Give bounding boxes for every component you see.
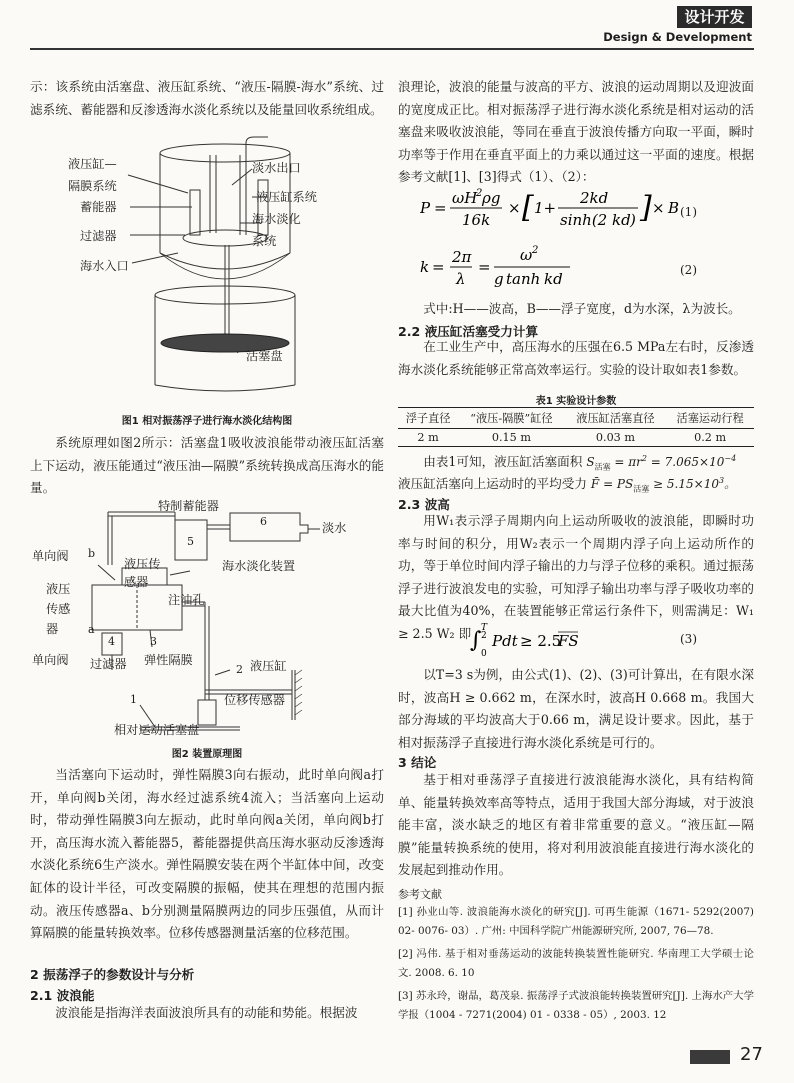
equation-2-number: (2)	[680, 263, 697, 277]
svg-text:≥ 2.5: ≥ 2.5	[520, 632, 562, 650]
svg-text:ρg: ρg	[482, 189, 501, 207]
svg-text:kd: kd	[612, 211, 631, 229]
svg-text:FS: FS	[558, 632, 579, 650]
conclusion-paragraph: 基于相对垂荡浮子直接进行波浪能海水淡化，具有结构简单、能量转换效率高等特点，适用于我国大部分海域，对于波浪能丰富，淡水缺乏的地区有着非常重要的意义。“液压缸—隔膜”能量转换系统的使用，将对利用波浪能直接进行海水淡化的发展起到推动作用。	[398, 772, 754, 878]
fig1-label-system: 系统	[252, 234, 277, 248]
svg-text:]: ]	[640, 190, 652, 225]
fig2-label-hyd-sensor-b: 感器	[124, 575, 149, 589]
fig2-label-check-valve-b: 单向阀	[32, 549, 69, 563]
fig2-label-freshwater: 淡水	[322, 521, 347, 535]
svg-text:ωH: ωH	[452, 189, 478, 207]
fig2-label-hyd-sensor2-a: 液压	[46, 582, 71, 596]
table-cell: 0.2 m	[694, 431, 727, 444]
table-1-header-row	[398, 408, 754, 429]
table-1-header-cell: 浮子直径	[405, 412, 451, 425]
svg-text:kd: kd	[544, 270, 563, 288]
equation-2	[420, 242, 640, 292]
svg-text:B: B	[668, 199, 680, 217]
fig2-label-cylinder: 液压缸	[250, 659, 287, 673]
svg-text:=: =	[432, 258, 445, 276]
fig2-label-hyd-sensor2-b: 传感	[46, 602, 71, 616]
fig2-label-a: a	[88, 623, 95, 636]
figure-2	[30, 495, 384, 740]
svg-text:sinh(2: sinh(2	[560, 211, 608, 229]
footer-logo-badge	[690, 1050, 730, 1064]
fig1-label-cylinder-diaphragm-b: 隔膜系统	[68, 179, 117, 193]
fig2-label-hyd-sensor-a: 液压传	[124, 557, 161, 571]
svg-text:×: ×	[508, 199, 521, 217]
fig2-label-displacement-sensor: 位移传感器	[224, 693, 285, 707]
equation-1-number: (1)	[680, 205, 697, 219]
svg-text:2π: 2π	[452, 248, 472, 266]
fig2-label-accumulator: 特制蓄能器	[158, 499, 219, 513]
fig2-label-piston-disc: 相对运动活塞盘	[114, 723, 200, 737]
section-2-3-heading: 2.3 波高	[398, 497, 450, 512]
fig2-label-num-4: 4	[108, 635, 115, 648]
equation-3	[470, 620, 630, 660]
area-text: 由表1可知，液压缸活塞面积	[423, 454, 583, 469]
reference-item: [1] 孙业山等. 波浪能海水淡化的研究[J]. 可再生能源（1671- 5292(2007) 02- 0076- 03）. 广州: 中国科学院广州能源研究所, 2007, 76—78.	[398, 906, 754, 937]
fig2-label-diaphragm: 弹性隔膜	[144, 653, 193, 667]
theory-paragraph: 浪理论，波浪的能量与波高的平方、波浪的运动周期以及迎波面的宽度成正比。相对振荡浮子进行海水淡化系统是相对运动的活塞盘来吸收波浪能，等同在垂直于波浪传播方向取一平面，瞬时功率等于作用在垂直平面上的力乘以通过这一平面的速度。根据参考文献[1]、[3]得式（1）、（2）：	[398, 79, 754, 185]
fig1-label-cylinder-diaphragm-a: 液压缸—	[68, 157, 117, 171]
equation-3-formula	[470, 620, 630, 660]
header-section-tag: 设计开发	[677, 6, 752, 28]
equation-2-formula	[420, 242, 640, 292]
fig2-label-desal-device: 海水淡化装置	[222, 559, 296, 573]
header-section-english: Design & Development	[603, 30, 752, 44]
svg-text:Pdt: Pdt	[492, 632, 518, 650]
fig2-label-injection-hole: 注油孔	[168, 593, 205, 607]
figure-1	[60, 135, 360, 400]
fig2-label-num-2: 2	[236, 663, 243, 676]
references-list	[398, 903, 754, 1025]
page-number: 27	[740, 1044, 763, 1065]
fig1-label-desalination: 海水淡化	[252, 212, 301, 226]
svg-text:λ: λ	[456, 270, 466, 288]
section-3-heading: 3 结论	[398, 755, 437, 770]
svg-text:2: 2	[476, 188, 483, 199]
principle-paragraph: 系统原理如图2所示：活塞盘1吸收波浪能带动液压缸活塞上下运动，液压能通过“液压油—隔膜”系统转换成高压海水的能量。	[30, 435, 384, 496]
svg-text:): )	[630, 211, 636, 229]
result-paragraph: 以T=3 s为例，由公式(1)、(2)、(3)可计算出，在有限水深时，波高H ≥ 0.662 m，在深水时，波高H 0.668 m。我国大部分海域的平均波高大于0.66 m，满足设计要求。因此，基于相对振荡浮子直接进行海水淡化系统是可行的。	[398, 667, 754, 750]
equation-3-number: (3)	[680, 632, 697, 646]
svg-text:P: P	[420, 199, 431, 217]
table-1-header-cell: 液压缸活塞直径	[576, 412, 655, 425]
svg-text:g: g	[494, 270, 504, 288]
force-text: 液压缸活塞向上运动时的平均受力	[398, 476, 587, 491]
fig1-label-seawater-inlet: 海水入口	[80, 259, 129, 273]
section-2-2-heading: 2.2 液压缸活塞受力计算	[398, 324, 539, 339]
header-rule	[30, 48, 754, 50]
wave-paragraph: 波浪能是指海洋表面波浪所具有的动能和势能。根据波	[55, 1005, 358, 1020]
svg-text:1+: 1+	[534, 199, 557, 217]
wave-height-paragraph: 用W₁表示浮子周期内向上运动所吸收的波浪能，即瞬时功率与时间的积分，用W₂表示一个周期内浮子向上运动所作的功，等于单位时间内浮子输出的力与浮子位移的乘积。通过振荡浮子进行波浪发电的实验，可知浮子输出功率与浮子吸收功率的最大比值为40%，在装置能够正常运行条件下，则需满足：W₁ ≥ 2.5 W₂ 即	[398, 513, 754, 641]
table-1-header-cell: “液压-隔膜”缸径	[470, 412, 553, 425]
references-title: 参考文献	[398, 888, 442, 901]
working-paragraph: 当活塞向下运动时，弹性隔膜3向右振动，此时单向阀a打开，单向阀b关闭，海水经过滤系统4流入；当活塞向上运动时，带动弹性隔膜3向左振动，此时单向阀a关闭，单向阀b打开，高压海水流入蓄能器5，蓄能器提供高压海水驱动反渗透海水淡化系统6生产淡水。弹性隔膜安装在两个半缸体中间，改变缸体的设计半径，可改变隔膜的振幅，使其在理想的范围内振动。液压传感器a、b分别测量隔膜两边的同步压强值，从而计算隔膜的能量转换效率。位移传感器测量活塞的位移范围。	[30, 767, 384, 941]
svg-text:2kd: 2kd	[580, 189, 609, 207]
svg-text:16k: 16k	[462, 211, 491, 229]
fig2-label-num-6: 6	[260, 515, 267, 528]
svg-text:[: [	[522, 190, 534, 225]
intro-paragraph: 示：该系统由活塞盘、液压缸系统、“液压-隔膜-海水”系统、过滤系统、蓄能器和反渗透海水淡化系统以及能量回收系统组成。	[30, 79, 384, 117]
table-row	[398, 429, 754, 447]
section-2-1-heading: 2.1 波浪能	[30, 988, 95, 1003]
svg-text:k: k	[420, 258, 430, 276]
svg-text:tanh: tanh	[506, 270, 541, 288]
fig1-label-piston-disc: 活塞盘	[246, 349, 283, 363]
table-1-caption: 表1 实验设计参数	[535, 396, 617, 407]
fig1-label-filter: 过滤器	[80, 229, 117, 243]
svg-text:∫: ∫	[470, 628, 482, 653]
table-1	[398, 407, 754, 447]
fig2-label-num-3: 3	[150, 635, 157, 648]
svg-text:×: ×	[652, 199, 665, 217]
svg-text:ω: ω	[520, 246, 533, 264]
svg-text:=: =	[478, 258, 491, 276]
fig2-label-num-5: 5	[187, 535, 194, 548]
svg-text:=: =	[434, 199, 447, 217]
figure-1-caption: 图1 相对振荡浮子进行海水淡化结构图	[121, 416, 293, 427]
section-2-heading: 2 振荡浮子的参数设计与分析	[30, 967, 195, 982]
fig2-label-check-valve-a: 单向阀	[32, 653, 69, 667]
fig1-label-hydraulic-system: 液压缸系统	[256, 190, 317, 204]
svg-text:0: 0	[481, 649, 487, 659]
fig2-label-num-1: 1	[130, 693, 137, 706]
table-cell: 0.03 m	[595, 431, 635, 444]
equation-1-formula	[420, 183, 720, 233]
svg-text:2: 2	[532, 245, 539, 256]
table-1-header-cell: 活塞运动行程	[676, 412, 744, 425]
fig2-label-filter: 过滤器	[90, 657, 127, 671]
area-formula: $S_{活塞} = \pi r^2 = 7.065\times 10^{-4}$	[586, 454, 737, 472]
force-paragraph: 在工业生产中，高压海水的压强在6.5 MPa左右时，反渗透海水淡化系统能够正常高效率运行。实验的设计取如表1参数。	[398, 339, 754, 377]
fig1-label-freshwater-outlet: 淡水出口	[252, 161, 301, 175]
force-line	[398, 470, 754, 501]
force-formula: F̄ = $PS_{活塞} \ge 5.15\times 10^3$。	[590, 476, 737, 494]
equation-1	[420, 183, 720, 233]
symbols-paragraph: 式中:H——波高，B——浮子宽度，d为水深，λ为波长。	[423, 301, 741, 316]
fig2-label-hyd-sensor2-c: 器	[46, 622, 59, 636]
table-cell: 2 m	[417, 431, 439, 444]
reference-item: [2] 冯伟. 基于相对垂荡运动的波能转换装置性能研究. 华南理工大学硕士论文. 2008. 6. 10	[398, 948, 754, 979]
figure-2-caption: 图2 装置原理图	[171, 749, 243, 760]
svg-text:2: 2	[481, 631, 487, 641]
fig2-label-b: b	[88, 547, 96, 560]
table-cell: 0.15 m	[491, 431, 531, 444]
reference-item: [3] 苏永玲，谢晶，葛茂泉. 振荡浮子式波浪能转换装置研究[J]. 上海水产大学学报（1004 - 7271(2004) 01 - 0338 - 05）, 2003. 12	[398, 990, 754, 1021]
fig1-label-accumulator: 蓄能器	[80, 200, 117, 214]
svg-text:T: T	[481, 623, 488, 633]
